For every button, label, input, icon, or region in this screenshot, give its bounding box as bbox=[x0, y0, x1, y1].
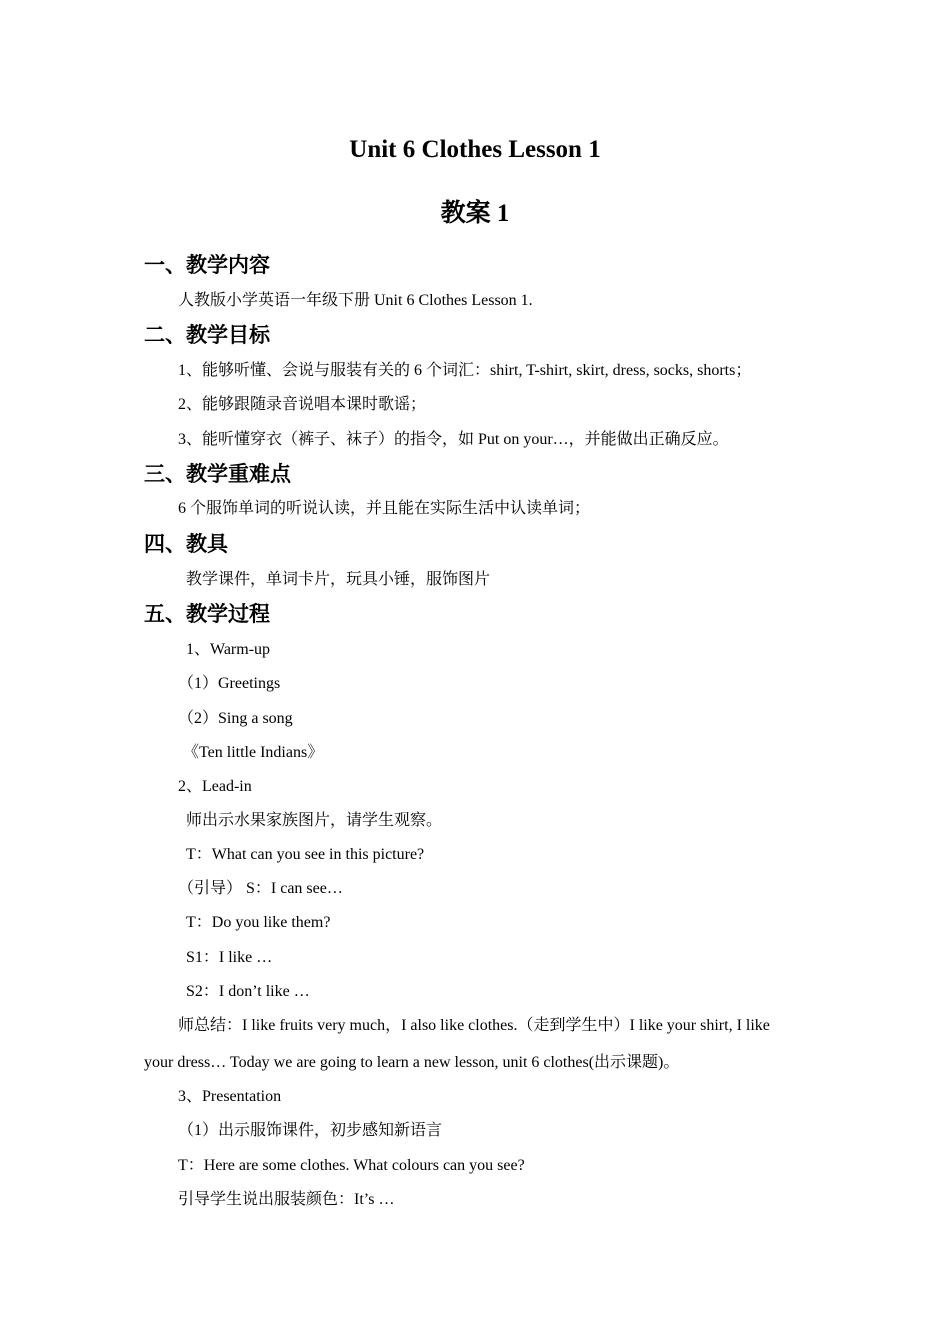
paragraph: your dress… Today we are going to learn a new lesson, unit 6 clothes(出示课题)。 bbox=[144, 1054, 680, 1071]
paragraph: 教学课件，单词卡片，玩具小锤，服饰图片 bbox=[186, 571, 491, 588]
paragraph: T：Do you like them? bbox=[186, 914, 331, 931]
paragraph: 3、能听懂穿衣（裤子、袜子）的指令，如 Put on your…，并能做出正确反应。 bbox=[178, 431, 729, 448]
paragraph: 引导学生说出服装颜色：It’s … bbox=[178, 1191, 395, 1208]
document-title: Unit 6 Clothes Lesson 1 bbox=[349, 136, 601, 163]
paragraph: 《Ten little Indians》 bbox=[183, 744, 324, 761]
document-subtitle: 教案 1 bbox=[440, 200, 510, 227]
section-heading-content: 一、教学内容 bbox=[144, 253, 270, 277]
paragraph: 3、Presentation bbox=[178, 1088, 282, 1105]
paragraph: T：What can you see in this picture? bbox=[186, 846, 425, 863]
paragraph: T：Here are some clothes. What colours can you see? bbox=[178, 1157, 525, 1174]
paragraph: 1、能够听懂、会说与服装有关的 6 个词汇：shirt, T-shirt, skirt, dress, socks, shorts； bbox=[178, 362, 752, 379]
paragraph: 师总结：I like fruits very much，I also like clothes.（走到学生中）I like your shirt, I like bbox=[178, 1017, 770, 1034]
paragraph: 2、能够跟随录音说唱本课时歌谣； bbox=[178, 396, 427, 413]
paragraph: S1：I like … bbox=[186, 949, 273, 966]
paragraph: 2、Lead-in bbox=[178, 778, 252, 795]
paragraph: 师出示水果家族图片，请学生观察。 bbox=[186, 812, 443, 829]
paragraph: （1）Greetings bbox=[178, 675, 281, 692]
section-heading-process: 五、教学过程 bbox=[144, 602, 270, 626]
section-heading-objectives: 二、教学目标 bbox=[144, 323, 270, 347]
paragraph: 1、Warm-up bbox=[186, 641, 271, 658]
paragraph: 人教版小学英语一年级下册 Unit 6 Clothes Lesson 1. bbox=[178, 292, 533, 309]
section-heading-materials: 四、教具 bbox=[144, 532, 228, 556]
paragraph: （1）出示服饰课件，初步感知新语言 bbox=[178, 1122, 443, 1139]
paragraph: S2：I don’t like … bbox=[186, 983, 310, 1000]
section-heading-key-points: 三、教学重难点 bbox=[144, 462, 291, 486]
paragraph: 6 个服饰单词的听说认读，并且能在实际生活中认读单词； bbox=[178, 500, 591, 517]
paragraph: （2）Sing a song bbox=[178, 710, 293, 727]
paragraph: （引导） S：I can see… bbox=[178, 880, 343, 897]
